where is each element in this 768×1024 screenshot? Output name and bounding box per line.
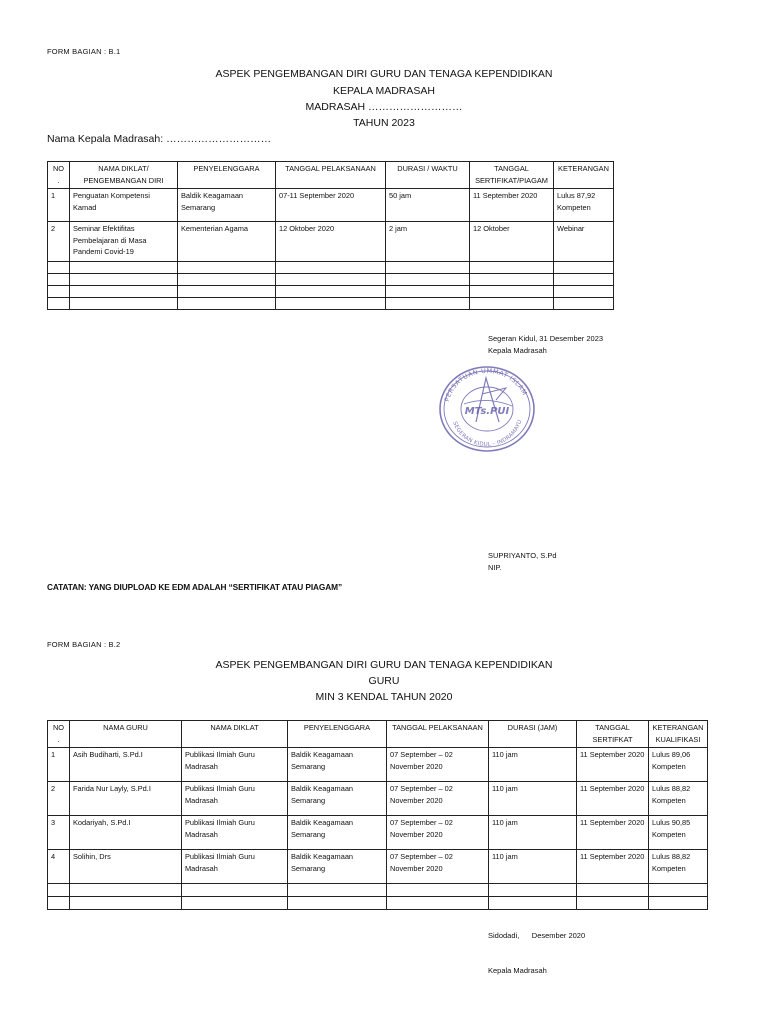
table-cell: [387, 884, 489, 897]
col-header-durasi: DURASI (JAM): [489, 721, 577, 748]
table-cell: [288, 884, 387, 897]
title-b2-line3: MIN 3 KENDAL TAHUN 2020: [315, 691, 453, 703]
table-cell: Asih Budiharti, S.Pd.I: [70, 748, 182, 782]
sign-role: Kepala Madrasah: [488, 345, 547, 355]
table-cell: Penguatan Kompetensi Kamad: [70, 189, 178, 222]
table-cell: [178, 274, 276, 286]
table-cell: [554, 298, 614, 310]
table-cell: [554, 262, 614, 274]
form-label-b1: FORM BAGIAN : B.1: [47, 47, 121, 56]
table-cell: [48, 274, 70, 286]
table-cell: [276, 298, 386, 310]
signature-name-block-b1: [488, 550, 557, 573]
table-cell: [649, 897, 708, 910]
col-header-no: NO .: [48, 721, 70, 748]
sign-place-date: Segeran Kidul, 31 Desember 2023: [488, 334, 604, 343]
table-row: [48, 286, 614, 298]
table-cell: [470, 298, 554, 310]
table-cell: 110 jam: [489, 850, 577, 884]
table-row: [48, 884, 708, 897]
table-cell: 07-11 September 2020: [276, 189, 386, 222]
title-b1-line2: KEPALA MADRASAH: [333, 85, 435, 97]
table-cell: [70, 286, 178, 298]
table-cell: Publikasi Ilmiah Guru Madrasah: [182, 850, 288, 884]
signature-block-b1: [488, 333, 603, 356]
table-cell: Baldik Keagamaan Semarang: [288, 816, 387, 850]
table-cell: Baldik Keagamaan Semarang: [288, 782, 387, 816]
table-cell: [70, 262, 178, 274]
table-cell: [386, 286, 470, 298]
table-row: [48, 748, 708, 782]
table-cell: [178, 298, 276, 310]
table-cell: Kementerian Agama: [178, 222, 276, 262]
col-header-penyelenggara: PENYELENGGARA: [178, 162, 276, 189]
table-cell: Lulus 87,92 Kompeten: [554, 189, 614, 222]
table-cell: [276, 286, 386, 298]
title-b2-line2: GURU: [368, 675, 400, 687]
title-b1-line1: ASPEK PENGEMBANGAN DIRI GURU DAN TENAGA KEPENDIDIKAN: [215, 68, 553, 80]
signer-name: SUPRIYANTO, S.Pd: [488, 551, 557, 560]
table-cell: 12 Oktober: [470, 222, 554, 262]
catatan-note: CATATAN: YANG DIUPLOAD KE EDM ADALAH “SERTIFIKAT ATAU PIAGAM”: [47, 582, 343, 592]
table-cell: [554, 286, 614, 298]
col-header-keterangan: KETERANGAN KUALIFIKASI: [649, 721, 708, 748]
table-cell: Baldik Keagamaan Semarang: [288, 748, 387, 782]
table-cell: Lulus 89,06 Kompeten: [649, 748, 708, 782]
svg-text:MTs.PUI: MTs.PUI: [464, 406, 510, 417]
table-cell: 11 September 2020: [577, 850, 649, 884]
table-cell: 50 jam: [386, 189, 470, 222]
form-label-b2: FORM BAGIAN : B.2: [47, 640, 121, 649]
table-cell: [386, 262, 470, 274]
col-header-durasi: DURASI / WAKTU: [386, 162, 470, 189]
table-cell: [70, 274, 178, 286]
col-header-nama-diklat: NAMA DIKLAT: [182, 721, 288, 748]
table-row: [48, 782, 708, 816]
table-cell: Lulus 88,82 Kompeten: [649, 782, 708, 816]
col-header-tanggal-sertifikat: TANGGAL SERTIFKAT: [577, 721, 649, 748]
table-row: [48, 897, 708, 910]
table-cell: 2 jam: [386, 222, 470, 262]
sign-role: Kepala Madrasah: [488, 965, 547, 975]
table-cell: Baldik Keagamaan Semarang: [178, 189, 276, 222]
table-cell: [48, 286, 70, 298]
title-b2-line1: ASPEK PENGEMBANGAN DIRI GURU DAN TENAGA KEPENDIDIKAN: [215, 659, 553, 671]
table-cell: [178, 286, 276, 298]
table-cell: [178, 262, 276, 274]
table-cell: Kodariyah, S.Pd.I: [70, 816, 182, 850]
table-cell: [70, 884, 182, 897]
table-cell: 1: [48, 189, 70, 222]
table-cell: 2: [48, 782, 70, 816]
table-cell: Publikasi Ilmiah Guru Madrasah: [182, 782, 288, 816]
table-cell: 1: [48, 748, 70, 782]
table-cell: [386, 298, 470, 310]
table-cell: [70, 298, 178, 310]
table-cell: 110 jam: [489, 782, 577, 816]
table-cell: [577, 897, 649, 910]
table-cell: Baldik Keagamaan Semarang: [288, 850, 387, 884]
table-cell: Lulus 90,85 Kompeten: [649, 816, 708, 850]
table-row: [48, 262, 614, 274]
table-cell: Webinar: [554, 222, 614, 262]
table-cell: [48, 897, 70, 910]
col-header-tanggal-pelaksanaan: TANGGAL PELAKSANAAN: [387, 721, 489, 748]
table-cell: [182, 884, 288, 897]
table-cell: [288, 897, 387, 910]
table-b1: [47, 161, 614, 310]
madrasah-stamp-icon: [436, 364, 538, 454]
table-cell: 11 September 2020: [577, 748, 649, 782]
table-cell: 07 September – 02 November 2020: [387, 782, 489, 816]
table-cell: 12 Oktober 2020: [276, 222, 386, 262]
table-cell: 07 September – 02 November 2020: [387, 816, 489, 850]
table-cell: [386, 274, 470, 286]
table-b1-header-row: [48, 162, 614, 189]
table-cell: [470, 286, 554, 298]
table-b2-header-row: [48, 721, 708, 748]
table-cell: [182, 897, 288, 910]
table-row: [48, 816, 708, 850]
table-cell: [48, 298, 70, 310]
col-header-penyelenggara: PENYELENGGARA: [288, 721, 387, 748]
table-cell: [387, 897, 489, 910]
svg-text:SEGERAN KIDUL - INDRAMAYU: SEGERAN KIDUL - INDRAMAYU: [451, 419, 524, 449]
title-b1-line4: TAHUN 2023: [353, 117, 415, 129]
table-cell: Publikasi Ilmiah Guru Madrasah: [182, 816, 288, 850]
table-cell: 11 September 2020: [577, 816, 649, 850]
table-cell: 07 September – 02 November 2020: [387, 748, 489, 782]
table-b2: [47, 720, 708, 910]
nama-kepala-line: Nama Kepala Madrasah: …………………………: [47, 133, 272, 145]
table-cell: [554, 274, 614, 286]
table-row: [48, 850, 708, 884]
col-header-nama-guru: NAMA GURU: [70, 721, 182, 748]
table-cell: [649, 884, 708, 897]
table-row: [48, 189, 614, 222]
signer-nip: NIP.: [488, 562, 502, 572]
table-cell: [470, 274, 554, 286]
table-cell: 2: [48, 222, 70, 262]
table-row: [48, 298, 614, 310]
col-header-tanggal-pelaksanaan: TANGGAL PELAKSANAAN: [276, 162, 386, 189]
table-cell: [70, 897, 182, 910]
table-cell: [577, 884, 649, 897]
table-row: [48, 274, 614, 286]
table-row: [48, 222, 614, 262]
table-cell: Farida Nur Layly, S.Pd.I: [70, 782, 182, 816]
table-cell: 110 jam: [489, 816, 577, 850]
table-cell: 110 jam: [489, 748, 577, 782]
table-cell: 3: [48, 816, 70, 850]
table-cell: 11 September 2020: [470, 189, 554, 222]
table-cell: [276, 274, 386, 286]
title-b1-line3: MADRASAH ………………………: [305, 101, 463, 113]
svg-text:PERSATUAN UMMAT ISLAM: PERSATUAN UMMAT ISLAM: [442, 366, 529, 403]
table-cell: Publikasi Ilmiah Guru Madrasah: [182, 748, 288, 782]
table-cell: [48, 262, 70, 274]
col-header-no: NO .: [48, 162, 70, 189]
table-cell: [48, 884, 70, 897]
table-cell: [489, 884, 577, 897]
table-cell: 11 September 2020: [577, 782, 649, 816]
table-cell: 4: [48, 850, 70, 884]
sign-place-date: Sidodadi, Desember 2020: [488, 931, 586, 940]
col-header-tanggal-sertifikat: TANGGAL SERTIFIKAT/PIAGAM: [470, 162, 554, 189]
table-cell: Seminar Efektifitas Pembelajaran di Masa Pandemi Covid-19: [70, 222, 178, 262]
col-header-keterangan: KETERANGAN: [554, 162, 614, 189]
table-cell: Lulus 88,82 Kompeten: [649, 850, 708, 884]
table-cell: [276, 262, 386, 274]
table-cell: 07 September – 02 November 2020: [387, 850, 489, 884]
col-header-nama-diklat: NAMA DIKLAT/ PENGEMBANGAN DIRI: [70, 162, 178, 189]
signature-block-b2: [488, 907, 585, 988]
table-cell: Solihin, Drs: [70, 850, 182, 884]
table-cell: [470, 262, 554, 274]
